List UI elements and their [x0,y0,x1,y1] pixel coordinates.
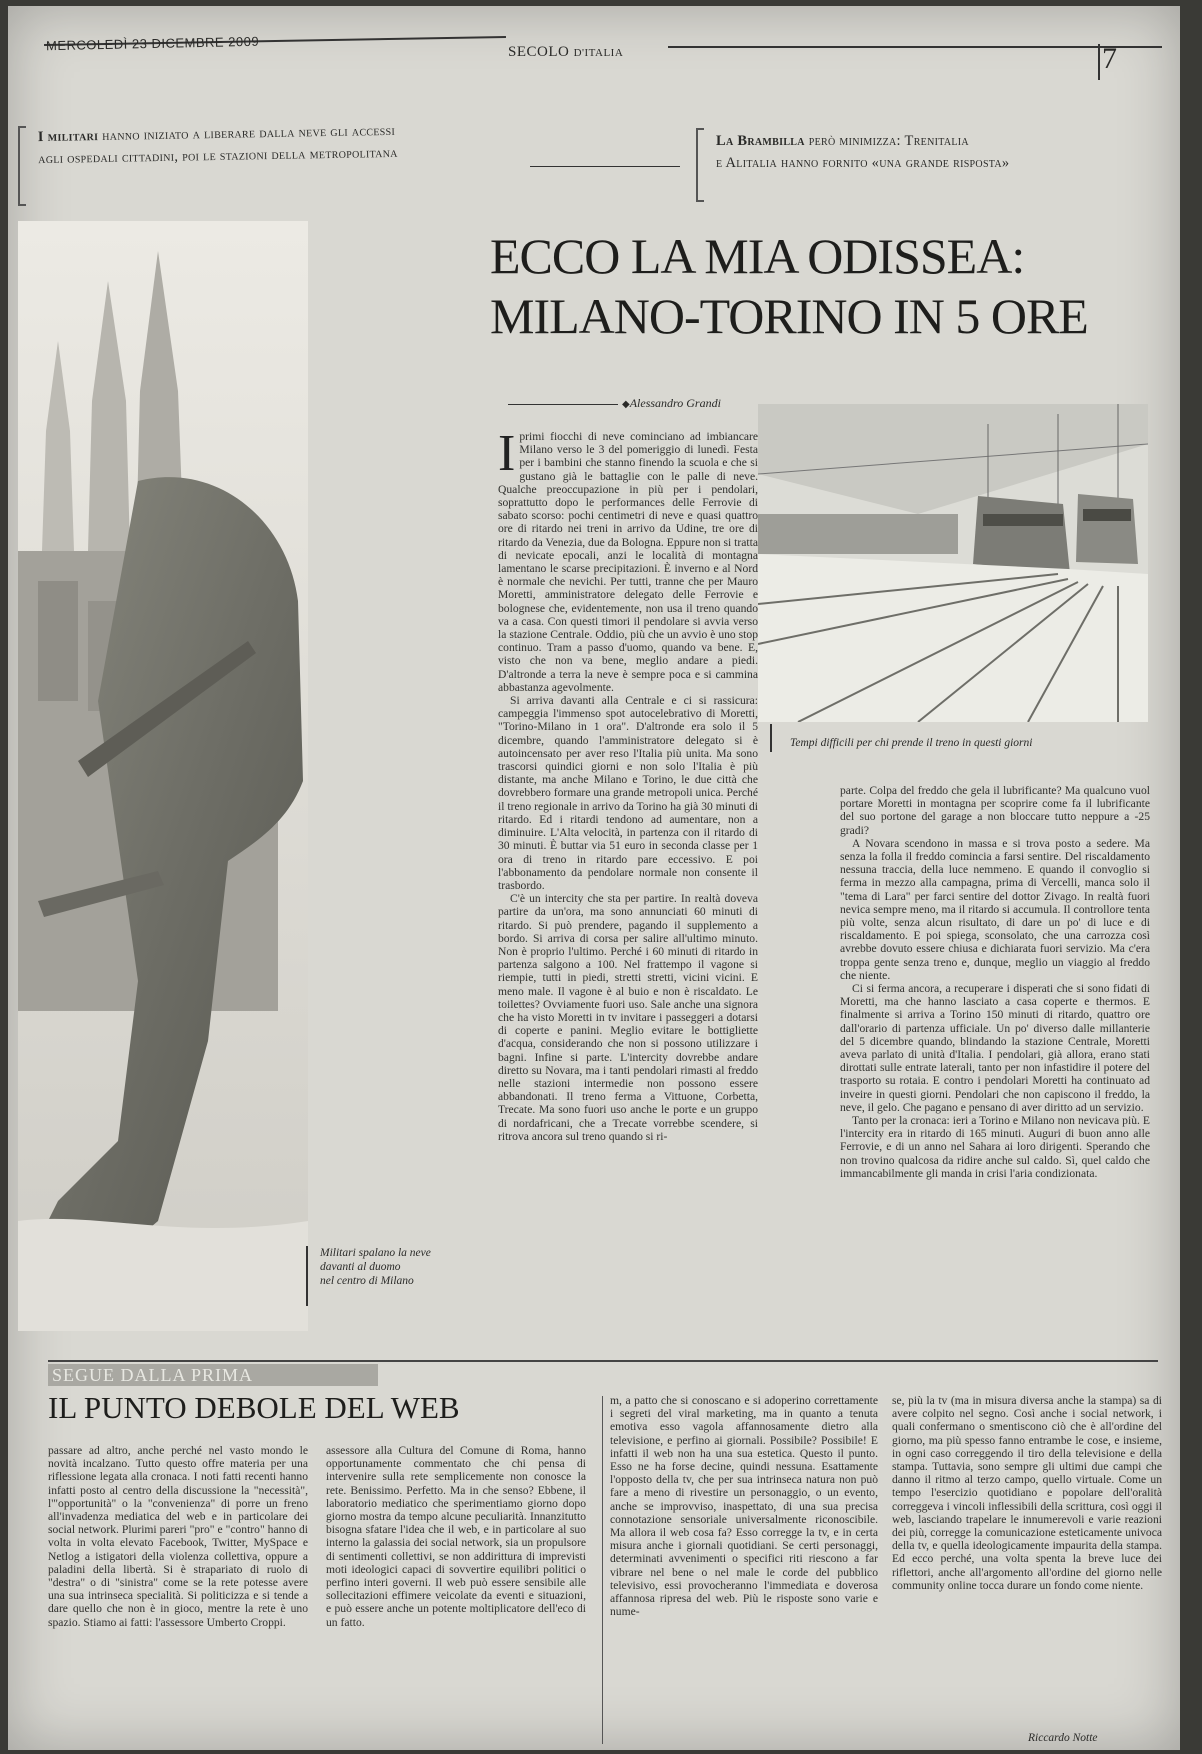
train-caption-bar [770,724,772,752]
header-paper-name [508,44,623,61]
article-paragraph-2: Si arriva davanti alla Centrale e ci si rassicura: campeggia l'immenso spot autocelebrativo di Moretti, "Torino-Milano in 1 ora". D'altronde era solo il 5 dicembre, quando l'amministratore delegato si è autoincensato per aver reso l'Italia più unita. Ma sono trascorsi quindici giorni e non solo l'Italia è più distante, ma anche Milano e Torino, le due città che dovrebbero formare una grande metropoli unica. Perché il treno regionale in arrivo da Torino ha già 30 minuti di ritardo. Ed i ritardi tendono ad aumentare, non a diminuire. L'Alta velocità, in partenza con il ritardo di 30 minuti. È buttar via 51 euro in seconda classe per 1 ora di treno in ritardo pare eccessivo. E poi l'abbonamento da pendolare normale non consente il trasbordo. [498,694,758,892]
header-rule-right [668,46,1162,48]
soldier-caption-line1: Militari spalano la neve [320,1247,431,1259]
article-col2-paragraph-2: A Novara scendono in massa e si trova posto a sedere. Ma senza la folla il freddo comincia a farsi sentire. Del riscaldamento nessuna traccia, della luce nemmeno. E quando il convoglio si ferma in mezzo alla campagna, prima di Vercelli, manca solo il "tema di Lara" per farci sentire del dottor Zivago. In realtà fuori nevica sempre meno, ma il ritardo si accumula. Il controllore tenta più volte, senza alcun risultato, di dare un po' di luce e di riscaldamento. E poi spiega, sconsolato, che una carrozza così avrebbe dovuto essere chiusa e dichiarata fuori servizio. Ma c'era troppa gente senza treno e, dunque, meglio un viaggio al freddo che niente. [840,836,1150,982]
article-column-2 [840,784,1150,1340]
kicker-left-line1: hanno iniziato a liberare dalla neve gli accessi [102,122,396,144]
page-number: 7 [1102,42,1117,75]
bottom-column-3: m, a patto che si conoscano e si adoperino correttamente i segreti del viral marketing, ma in quanto a tenuta emotiva esso vagola affannosamente dietro alla televisione, e perfino ai giornali. Possibile? Possibile! E infatti il web non ha una sua estetica. Questo il punto. Esso ne ha forse decine, quindi nessuna. Esattamente l'opposto della tv, che per sua intrinseca natura non può fare a meno di rivestire un personaggio, o un evento, anche se improvviso, inaspettato, di una sua precisa connotazione sensoriale universalmente riconoscibile. Ma allora il web cosa fa? Esso corregge la tv, e in certa misura anche i giornali quotidiani. Se certi personaggi, determinati avvenimenti o specifici riti riescono a far vibrare nel bene o nel male le corde del pubblico televisivo, essi provocheranno l'immediata e doverosa affannosa ripresa del web. Più le risposte sono varie e nume- [610,1394,878,1619]
kicker-right [716,130,1156,174]
bottom-section-rule [48,1360,1158,1362]
bottom-column-1: passare ad altro, anche perché nel vasto mondo le novità incalzano. Tutto questo offre materia per una riflessione legata alla cronaca. I noti fatti recenti hanno infatti posto al centro della discussione la "necessità", l'"opportunità" o la "convenienza" di porre un freno all'invadenza mediatica del web e in particolare dei social network. Plurimi pareri "pro" e "contro" hanno di volta in volta elevato Facebook, Twitter, MySpace e Netlog a istigatori della violenza collettiva, oppure a paladini della libertà. Si è strapariato di ruolo di "destra" o di "sinistra" come se la rete potesse avere una sua intrinseca specialità. Si politicizza e si tende a dare quello che non è in gioco, mentre la rete è uno spazio. Stiamo ai fatti: l'assessore Umberto Croppi. [48,1444,308,1629]
soldier-photo-caption [320,1246,470,1288]
kicker-left-line2: agli ospedali cittadini, poi le stazioni della metropolitana [38,144,398,168]
article-column-1 [498,430,758,1338]
bottom-column-4: se, più la tv (ma in misura diversa anche la stampa) sa di avere colpito nel segno. Così anche i social network, i quali confermano o smentiscono ciò che è all'ordine del giorno, ma più spesso fanno entrambe le cose, e insieme, in ogni caso correggendo il tiro della televisione e della stampa. Tuttavia, sono sempre gli ultimi due campi che danno il ritmo al terzo campo, quello virtuale. Come un tempo l'esercizio quotidiano e popolare dell'oralità correggeva i vincoli inflessibili della scrittura, così oggi il web, lasciando trapelare le innumerevoli e varie reazioni dei più, corregge la comunicazione esteticamente univoca della tv, e quella ideologicamente impaurita della stampa. Ed ecco perché, una volta spenta la breve luce dei riflettori, anche all'argomento all'ordine del giorno nelle community online tocca durare un fondo come niente. [892,1394,1162,1592]
article-paragraph-3: C'è un intercity che sta per partire. In realtà doveva partire da un'ora, ma sono annunciati 60 minuti di ritardo. Si può prendere, pagando il supplemento a bordo. Si arriva di corsa per salire all'ultimo minuto. Non è proprio l'ultimo. Perché i 60 minuti di ritardo in partenza salgono a 100. Nel frattempo il vagone si riempie, tutti in piedi, stretti stretti, vicini vicini. E meno male. Il vagone è al buio e non è riscaldato. Le toilettes? Ovviamente fuori uso. Sale anche una signora che ha visto Moretti in tv invitare i passeggeri a dotarsi di coperte e panini. Meglio evitare le bottigliette d'acqua, considerando che non si possono utilizzare i bagni. Infine si parte. L'intercity dovrebbe andare diretto su Novara, ma i tanti pendolari rimasti al freddo nelle stazioni intermedie non possono essere abbandonati. Il treno ferma a Vittuone, Corbetta, Trecate. Ma sono fuori uso anche le porte e un gruppo di nordafricani, che a Trecate vorrebbe scendere, si ritrova ancora sul treno quando si ri- [498,892,758,1143]
headline-line2: MILANO-TORINO IN 5 ORE [490,288,1088,344]
newspaper-page [8,6,1180,1750]
kicker-right-bracket [696,128,704,202]
kicker-left-bracket [18,126,26,206]
kicker-right-line2: e Alitalia hanno fornito «una grande risposta» [716,155,1010,171]
kicker-left-lead: I militari [37,128,99,146]
soldier-caption-bar [306,1246,308,1306]
main-headline [490,226,1150,346]
train-photo-drawing [758,404,1148,722]
header-date: MERCOLEDÌ 23 DICEMBRE 2009 [45,33,260,54]
bottom-headline: IL PUNTO DEBOLE DEL WEB [48,1390,460,1425]
article-col2-paragraph-4: Tanto per la cronaca: ieri a Torino e Milano non nevicava più. E l'intercity era in ritardo di 165 minuti. Auguri di buon anno alle Ferrovie, e di un anno nel Sahara ai loro dirigenti. Sperando che non trovino qualcosa da ridire anche sul caldo. Sì, quel caldo che immancabilmente gli manda in crisi l'aria condizionata. [840,1114,1150,1180]
bottom-column-divider [602,1396,603,1744]
soldier-caption-line2: davanti al duomo [320,1261,401,1273]
soldier-caption-line3: nel centro di Milano [320,1275,414,1287]
paper-name-sub: D'ITALIA [573,47,624,59]
kicker-left-rule [530,166,680,167]
article-paragraph-1 [498,430,758,694]
article-col2-paragraph-1: parte. Colpa del freddo che gela il lubrificante? Ma qualcuno vuol portare Moretti in montagna per scoprire come fa il lubrificante del suo portone del garage a non bloccare tutto neppure a -25 gradi? [840,784,1150,837]
train-photo-caption: Tempi difficili per chi prende il treno in questi giorni [790,737,1033,749]
article-paragraph-1-text: primi fiocchi di neve cominciano ad imbiancare Milano verso le 3 del pomeriggio di lunedì. Festa per i bambini che stanno finendo la scuola e che si gustano già le battaglie con le palle di neve. Qualche preoccupazione in più per i pendolari, soprattutto dopo le performances delle Ferrovie di sabato scorso: pochi centimetri di neve e quasi quattro ore di ritardo nei treni in arrivo da Udine, tre ore di ritardo da Venezia, due da Bologna. Eppure non si tratta di nevicate epocali, anzi le località di montagna lamentano le scarse precipitazioni. È inverno e al Nord è normale che nevichi. Per tutti, tranne che per Mauro Moretti, amministratore delegato delle Ferrovie e bolognese che, evidentemente, non usa il treno quando va a casa. Con questi timori il pendolare si avvia verso la stazione Centrale. Oddio, più che un avvio è uno stop continuo. Tram a passo d'uomo, quando va bene. E, visto che non va bene, meglio andare a piedi. D'altronde a terra la neve è sempre poca e si cammina abbastanza agevolmente. [498,430,758,694]
kicker-right-lead: La Brambilla [716,133,805,149]
kicker-right-line1: però minimizza: Trenitalia [808,133,969,149]
soldier-photo-drawing [18,221,308,1331]
article-col2-paragraph-3: Ci si ferma ancora, a recuperare i disperati che si sono fidati di Moretti, ma che hanno lasciato a casa coperte e thermos. E finalmente si arriva a Torino 150 minuti di ritardo, quattro ore dall'orario di partenza ufficiale. Un po' diverso dalle millanterie del 5 dicembre quando, blindando la stazione Centrale, Moretti aveva parlato di unità d'Italia. I pendolari, già allora, erano stati dirottati sulle entrate laterali, tanto per non infastidire il potere del trasporto su rotaia. E contro i pendolari Moretti ha continuato ad inveire in questi giorni. Pendolari che non capiscono il freddo, la neve, il gelo. Che pagano e pensano di aver diritto ad un servizio. [840,982,1150,1114]
byline: ◆ Alessandro Grandi [622,396,721,411]
section-label: SEGUE DALLA PRIMA [52,1365,254,1385]
bottom-column-2: assessore alla Cultura del Comune di Roma, hanno opportunamente commentato che chi pensa di intervenire sulla rete semplicemente non conosce la rete. Benissimo. Perfetto. Ma in che senso? Ebbene, il laboratorio mediatico che sperimentiamo giorno dopo giorno mostra da tempo alcune peculiarità. Innanzitutto bisogna sfatare l'idea che il web, e in particolare al suo interno la galassia dei social network, sia un propulsore di sentimenti collettivi, se non addirittura di imprevisti moti ideologici capaci di sovvertire equilibri politici o perfino interi governi. Il web può essere sensibile alle sollecitazioni effimere veicolate da eventi e situazioni, e può essere anche un potente moltiplicatore dell'eco di un fatto. [326,1444,586,1629]
headline-line1: ECCO LA MIA ODISSEA: [490,228,1025,284]
paper-name-main: SECOLO [508,44,570,60]
byline-rule [508,404,618,405]
photo-train-station [758,404,1148,722]
kicker-left [38,118,509,170]
drop-cap: I [498,430,516,482]
page-number-divider [1098,44,1100,80]
photo-soldiers-shoveling [18,221,308,1331]
bottom-signature: Riccardo Notte [1028,1732,1098,1744]
